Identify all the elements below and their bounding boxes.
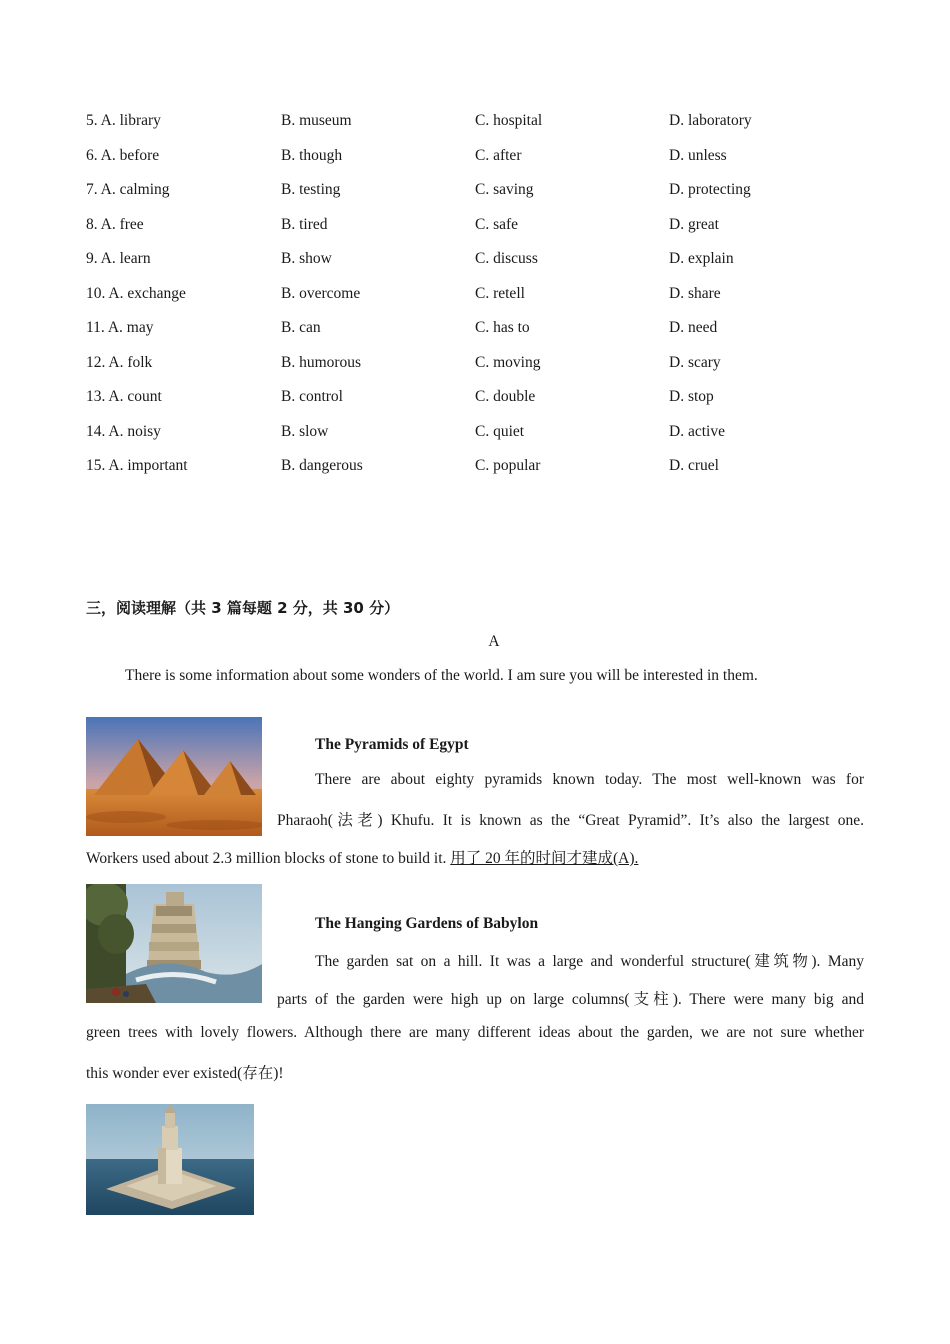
option-a: 8. A. free bbox=[86, 215, 144, 233]
pyramids-title: The Pyramids of Egypt bbox=[315, 736, 469, 753]
option-row bbox=[86, 423, 886, 458]
option-a: 14. A. noisy bbox=[86, 422, 161, 440]
pyramids-line-1: There are about eighty pyramids known today. The most well-known was for bbox=[315, 771, 864, 788]
option-d: D. unless bbox=[669, 146, 727, 164]
pyramids-line-3-text: Workers used about 2.3 million blocks of stone to build it. bbox=[86, 850, 447, 867]
options-table bbox=[86, 112, 886, 492]
option-row bbox=[86, 457, 886, 492]
option-a: 11. A. may bbox=[86, 319, 154, 336]
option-b: B. can bbox=[281, 319, 321, 336]
option-c: C. has to bbox=[475, 319, 530, 336]
option-b: B. slow bbox=[281, 422, 329, 440]
option-row bbox=[86, 147, 886, 182]
passage-letter: A bbox=[488, 633, 500, 650]
option-d: D. laboratory bbox=[669, 112, 752, 129]
option-c: C. quiet bbox=[475, 422, 525, 440]
pyramids-image bbox=[86, 717, 262, 836]
option-b: B. tired bbox=[281, 215, 328, 233]
option-d: D. protecting bbox=[669, 181, 751, 198]
option-row bbox=[86, 319, 886, 354]
option-b: B. humorous bbox=[281, 353, 362, 371]
option-a: 9. A. learn bbox=[86, 250, 151, 267]
lighthouse-image bbox=[86, 1104, 254, 1215]
gardens-line-2: parts of the garden were high up on large columns(支柱). There were many big and bbox=[277, 991, 864, 1008]
option-row bbox=[86, 250, 886, 285]
option-c: C. discuss bbox=[475, 250, 538, 267]
option-d: D. cruel bbox=[669, 457, 719, 474]
option-row bbox=[86, 181, 886, 216]
gardens-line-1: The garden sat on a hill. It was a large and wonderful structure(建筑物). Many bbox=[315, 953, 864, 970]
option-row bbox=[86, 388, 886, 423]
option-c: C. hospital bbox=[475, 112, 543, 129]
option-b: B. though bbox=[281, 146, 343, 164]
option-d: D. great bbox=[669, 215, 719, 233]
option-b: B. overcome bbox=[281, 284, 361, 302]
option-c: C. saving bbox=[475, 181, 534, 198]
option-row bbox=[86, 354, 886, 389]
option-c: C. after bbox=[475, 146, 522, 164]
option-a: 12. A. folk bbox=[86, 353, 153, 371]
option-b: B. dangerous bbox=[281, 457, 363, 474]
option-row bbox=[86, 112, 886, 147]
option-a: 5. A. library bbox=[86, 112, 161, 129]
option-c: C. double bbox=[475, 388, 536, 405]
gardens-line-4: this wonder ever existed(存在)! bbox=[86, 1065, 284, 1082]
intro-text: There is some information about some wonders of the world. I am sure you will be interested in them. bbox=[125, 667, 758, 684]
option-d: D. need bbox=[669, 319, 718, 336]
option-b: B. testing bbox=[281, 181, 341, 198]
option-d: D. explain bbox=[669, 250, 734, 267]
option-a: 6. A. before bbox=[86, 146, 160, 164]
section-title: 三，阅读理解（共 3 篇每题 2 分，共 30 分） bbox=[86, 599, 400, 617]
option-a: 10. A. exchange bbox=[86, 284, 186, 302]
option-b: B. museum bbox=[281, 112, 352, 129]
option-a: 7. A. calming bbox=[86, 181, 170, 198]
option-d: D. scary bbox=[669, 353, 721, 371]
option-d: D. share bbox=[669, 284, 721, 302]
option-c: C. safe bbox=[475, 215, 519, 233]
option-b: B. control bbox=[281, 388, 343, 405]
pyramids-line-3 bbox=[86, 846, 864, 868]
option-b: B. show bbox=[281, 250, 332, 267]
option-c: C. moving bbox=[475, 353, 541, 371]
option-row bbox=[86, 285, 886, 320]
hanging-gardens-image bbox=[86, 884, 262, 1003]
option-row bbox=[86, 216, 886, 251]
option-d: D. active bbox=[669, 422, 725, 440]
option-c: C. popular bbox=[475, 457, 541, 474]
option-d: D. stop bbox=[669, 388, 714, 405]
pyramids-underlined-sentence: 用了 20 年的时间才建成(A). bbox=[450, 850, 639, 867]
option-c: C. retell bbox=[475, 284, 525, 302]
gardens-line-3: green trees with lovely flowers. Although there are many different ideas about the garden, we are not sure whether bbox=[86, 1024, 864, 1041]
option-a: 13. A. count bbox=[86, 388, 162, 405]
option-a: 15. A. important bbox=[86, 457, 188, 474]
pyramids-line-2: Pharaoh(法老) Khufu. It is known as the “Great Pyramid”. It’s also the largest one. bbox=[277, 812, 864, 829]
gardens-title: The Hanging Gardens of Babylon bbox=[315, 915, 539, 932]
